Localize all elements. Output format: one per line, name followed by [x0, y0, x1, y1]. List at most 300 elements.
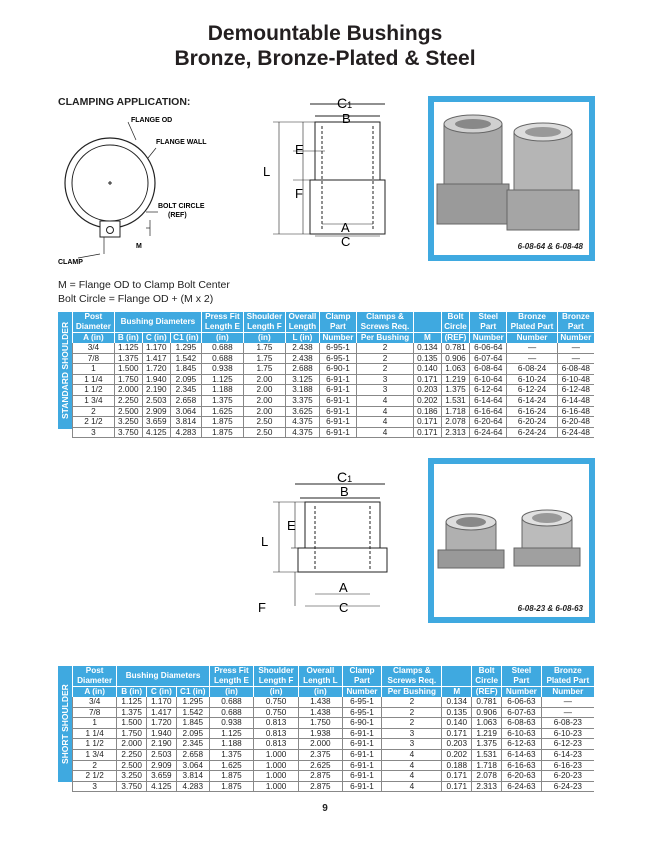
table-cell: 2.095 [170, 374, 201, 385]
photo-2-caption: 6-08-23 & 6-08-63 [517, 604, 583, 613]
table-cell: 2 [357, 343, 414, 353]
table-cell: 0.781 [441, 343, 469, 353]
table-cell: 6-90-1 [342, 718, 382, 729]
table-cell: 6-91-1 [342, 728, 382, 739]
table-cell: — [507, 343, 557, 353]
table-cell: 6-12-63 [502, 739, 542, 750]
table-cell: — [541, 697, 594, 707]
table-cell: 6-07-64 [470, 353, 507, 364]
table-row [73, 771, 595, 782]
table-row [73, 417, 595, 428]
table-cell: 6-95-1 [342, 697, 382, 707]
table-cell: 6-20-64 [470, 417, 507, 428]
table-cell: 4.375 [286, 427, 320, 438]
flange-wall-label-1: FLANGE WALL [156, 139, 207, 146]
table-cell: 3 [382, 728, 442, 739]
table-cell: 6-14-23 [541, 749, 594, 760]
table-cell: 3 [382, 739, 442, 750]
table-cell: 0.171 [413, 427, 441, 438]
table-cell: 0.188 [442, 760, 472, 771]
table-cell: 3 [357, 385, 414, 396]
table-cell: 2.688 [286, 364, 320, 375]
table-cell: 1.063 [472, 718, 502, 729]
table-cell: 6-14-24 [507, 395, 557, 406]
table-cell: 6-08-64 [470, 364, 507, 375]
table-cell: 6-24-24 [507, 427, 557, 438]
table-cell: 4 [382, 771, 442, 782]
dim-c1: C1 [337, 96, 353, 111]
table-cell: 2.000 [117, 739, 147, 750]
bushing-drawing-standard [255, 96, 395, 251]
table-cell: 1.845 [176, 718, 209, 729]
table-cell: 3 [73, 427, 115, 438]
table-cell: 4 [357, 417, 414, 428]
table-row [73, 406, 595, 417]
table-cell: 6-91-1 [342, 771, 382, 782]
table-cell: 0.171 [413, 417, 441, 428]
m-label: M [136, 243, 142, 250]
table-cell: 1.375 [472, 739, 502, 750]
table-cell: 1.000 [254, 771, 299, 782]
table-cell: 6-16-48 [557, 406, 594, 417]
table-cell: 2.00 [243, 395, 285, 406]
table-cell: 3 [73, 781, 117, 792]
table-cell: — [507, 353, 557, 364]
table-cell: 1.500 [114, 364, 142, 375]
table-cell: 1.75 [243, 343, 285, 353]
table-cell: 2.625 [298, 760, 342, 771]
table-cell: 1.75 [243, 353, 285, 364]
table-cell: 0.202 [442, 749, 472, 760]
table-cell: 6-08-24 [507, 364, 557, 375]
table-cell: 1.720 [147, 718, 177, 729]
table-cell: 3.814 [170, 417, 201, 428]
table-cell: 0.688 [209, 697, 253, 707]
table-cell: 0.203 [413, 385, 441, 396]
table-cell: 6-10-64 [470, 374, 507, 385]
table-cell: 2 1/2 [73, 771, 117, 782]
table-cell: 6-24-63 [502, 781, 542, 792]
table-cell: 6-91-1 [319, 417, 356, 428]
table-cell: 1 1/4 [73, 374, 115, 385]
table-cell: 1.375 [209, 749, 253, 760]
table-cell: 1.295 [170, 343, 201, 353]
table-cell: 3.625 [286, 406, 320, 417]
table-cell: 6-24-23 [541, 781, 594, 792]
table-cell: 6-95-1 [319, 343, 356, 353]
table-cell: 3.659 [147, 771, 177, 782]
table-cell: 6-10-24 [507, 374, 557, 385]
table-cell: 0.140 [413, 364, 441, 375]
table-cell: 7/8 [73, 353, 115, 364]
dim-a: A [341, 220, 350, 235]
table-cell: 0.171 [442, 781, 472, 792]
table-cell: 3.250 [117, 771, 147, 782]
clamp-label: CLAMP [58, 259, 83, 266]
table-cell: 0.135 [442, 707, 472, 718]
table-cell: 6-16-23 [541, 760, 594, 771]
table-cell: 6-08-63 [502, 718, 542, 729]
table-cell: 1.188 [202, 385, 244, 396]
table-cell: 2.909 [142, 406, 170, 417]
table-cell: 2.50 [243, 417, 285, 428]
standard-shoulder-table: Post Bushing Diameters Press Fit Shoulder Overall Clamp Clamps & Bolt Steel Bronze Bronze Diameter Length E Length F Length Part Screws Req. Circle Part Plated Part Part A (in) B (in) C (in) C1 (in) (in) (in) L (in) Number Per Bushing M (REF) Number Number Number 3/4 1.125 1.170 1.295 0.688 1.75 2.438 6-95-1 2 0.134 0.781 6-06-64 — — 7/8 1.375 1.417 1.542 0.688 1.75 2.438 6-95-1 2 0.135 0.906 6-07-64 — — 1 1.500 1.720 1.845 0.938 1.75 2.688 6-90-1 2 0.140 1.063 6-08-64 6-08-24 6-08-48 1 1/4 1.750 1.940 2.095 1.125 2.00 3.125 6-91-1 3 0.171 1.219 6-10-64 6-10-24 6-10-48 1 1/2 2.000 2.190 2.345 1.188 2.00 3.188 6-91-1 3 0.203 1.375 6-12-64 6-12-24 6-12-48 1 3/4 2.250 2.503 2.658 1.375 2.00 3.375 6-91-1 4 0.202 1.531 6-14-64 6-14-24 6-14-48 2 2.500 2.909 3.064 1.625 2.00 3.625 6-91-1 4 0.186 1.718 6-16-64 6-16-24 6-16-48 2 1/2 3.250 3.659 3.814 1.875 2.50 4.375 6-91-1 4 0.171 2.078 6-20-64 6-20-24 6-20-48 3 3.750 4.125 4.283 1.875 2.50 4.375 6-91-1 4 0.171 2.313 6-24-64 6-24-24 6-24-48 [72, 312, 594, 438]
table-cell: 1.375 [114, 353, 142, 364]
table-cell: 3 [357, 374, 414, 385]
table-cell: 0.781 [472, 697, 502, 707]
table-cell: 2.313 [472, 781, 502, 792]
table-cell: 6-10-63 [502, 728, 542, 739]
table-cell: 2.00 [243, 406, 285, 417]
table-cell: 2.50 [243, 427, 285, 438]
table-cell: 6-20-23 [541, 771, 594, 782]
table-cell: 1.000 [254, 760, 299, 771]
table-cell: 2.658 [176, 749, 209, 760]
dim-c1-2: C1 [337, 469, 353, 485]
table-cell: 0.938 [209, 718, 253, 729]
table-cell: 4 [382, 781, 442, 792]
table-cell: 0.750 [254, 697, 299, 707]
table-cell: 1 3/4 [73, 395, 115, 406]
table-cell: 1.531 [441, 395, 469, 406]
table-cell: 3.659 [142, 417, 170, 428]
table-cell: 2.909 [147, 760, 177, 771]
table-cell: 2.190 [147, 739, 177, 750]
table-cell: 6-95-1 [342, 707, 382, 718]
table-cell: 0.813 [254, 718, 299, 729]
bushing-photo-image [434, 102, 589, 237]
table-cell: 1 3/4 [73, 749, 117, 760]
short-shoulder-table: Post Bushing Diameters Press Fit Shoulder Overall Clamp Clamps & Bolt Steel Bronze Diameter Length E Length F Length L Part Screws Req. Circle Part Plated Part A (in) B (in) C (in) C1 (in) (in) (in) (in) Number Per Bushing M (REF) Number Number 3/4 1.125 1.170 1.295 0.688 0.750 1.438 6-95-1 2 0.134 0.781 6-06-63 — 7/8 1.375 1.417 1.542 0.688 0.750 1.438 6-95-1 2 0.135 0.906 6-07-63 — 1 1.500 1.720 1.845 0.938 0.813 1.750 6-90-1 2 0.140 1.063 6-08-63 6-08-23 1 1/4 1.750 1.940 2.095 1.125 0.813 1.938 6-91-1 3 0.171 1.219 6-10-63 6-10-23 1 1/2 2.000 2.190 2.345 1.188 0.813 2.000 6-91-1 3 0.203 1.375 6-12-63 6-12-23 1 3/4 2.250 2.503 2.658 1.375 1.000 2.375 6-91-1 4 0.202 1.531 6-14-63 6-14-23 2 2.500 2.909 3.064 1.625 1.000 2.625 6-91-1 4 0.188 1.718 6-16-63 6-16-23 2 1/2 3.250 3.659 3.814 1.875 1.000 2.875 6-91-1 4 0.171 2.078 6-20-63 6-20-23 3 3.750 4.125 4.283 1.875 1.000 2.875 6-91-1 4 0.171 2.313 6-24-63 6-24-23 [72, 666, 594, 792]
table-cell: 0.202 [413, 395, 441, 406]
table-cell: 3.375 [286, 395, 320, 406]
table-cell: 0.938 [202, 364, 244, 375]
table-cell: 1.531 [472, 749, 502, 760]
table-cell: 0.134 [413, 343, 441, 353]
table-row [73, 707, 595, 718]
table-cell: 6-10-48 [557, 374, 594, 385]
dim-e: E [295, 142, 304, 157]
table-cell: 1 1/4 [73, 728, 117, 739]
table-cell: 1.295 [176, 697, 209, 707]
table-cell: 6-10-23 [541, 728, 594, 739]
table-cell: 1.219 [472, 728, 502, 739]
photo-1-caption: 6-08-64 & 6-08-48 [517, 242, 583, 251]
table-cell: 3.064 [170, 406, 201, 417]
table-cell: 1.125 [117, 697, 147, 707]
table-cell: 6-91-1 [319, 385, 356, 396]
table-row [73, 364, 595, 375]
page-subtitle: Bronze, Bronze-Plated & Steel [174, 47, 476, 70]
table-row [73, 343, 595, 353]
table-cell: 3/4 [73, 343, 115, 353]
table-cell: 2.875 [298, 781, 342, 792]
dim-b: B [342, 111, 351, 126]
table-cell: — [557, 353, 594, 364]
table-cell: 2 [357, 353, 414, 364]
bolt-circle-label: BOLT CIRCLE [158, 203, 205, 210]
short-shoulder-label: SHORT SHOULDER [58, 666, 72, 782]
table-cell: 1.417 [147, 707, 177, 718]
table-cell: 0.171 [442, 771, 472, 782]
table-row [73, 395, 595, 406]
table-cell: 1.219 [441, 374, 469, 385]
table-cell: 0.688 [202, 343, 244, 353]
dim-f: F [295, 186, 303, 201]
table-cell: 6-07-63 [502, 707, 542, 718]
table-cell: 0.750 [254, 707, 299, 718]
table-cell: 6-16-64 [470, 406, 507, 417]
table-cell: 4 [382, 760, 442, 771]
table-cell: 4 [357, 406, 414, 417]
clamping-diagram [58, 108, 228, 278]
table-cell: 3.064 [176, 760, 209, 771]
table-cell: 2.875 [298, 771, 342, 782]
table-cell: 2.345 [170, 385, 201, 396]
table-cell: 1.188 [209, 739, 253, 750]
table-cell: 1.170 [147, 697, 177, 707]
table-cell: 6-12-23 [541, 739, 594, 750]
table-cell: 0.813 [254, 728, 299, 739]
table-cell: 1.063 [441, 364, 469, 375]
table-cell: 6-06-63 [502, 697, 542, 707]
standard-shoulder-label: STANDARD SHOULDER [58, 312, 72, 429]
dim-b-2: B [340, 484, 349, 499]
table-cell: 1.625 [209, 760, 253, 771]
table-cell: 1 1/2 [73, 385, 115, 396]
table-cell: 2.438 [286, 343, 320, 353]
table-cell: 6-24-64 [470, 427, 507, 438]
table-cell: 6-14-63 [502, 749, 542, 760]
table-cell: 1.375 [441, 385, 469, 396]
table-cell: 3.750 [114, 427, 142, 438]
table-cell: 2.095 [176, 728, 209, 739]
table-cell: 1.417 [142, 353, 170, 364]
table-cell: 1 1/2 [73, 739, 117, 750]
table-cell: 2 [382, 707, 442, 718]
table-cell: 1.718 [472, 760, 502, 771]
table-cell: 6-91-1 [319, 374, 356, 385]
table-cell: 1 [73, 718, 117, 729]
table-cell: 1.500 [117, 718, 147, 729]
table-cell: 0.203 [442, 739, 472, 750]
table-cell: 6-12-24 [507, 385, 557, 396]
table-cell: 1.845 [170, 364, 201, 375]
table-row [73, 718, 595, 729]
table-cell: 2.503 [147, 749, 177, 760]
table-cell: 4.283 [176, 781, 209, 792]
table-cell: 2.313 [441, 427, 469, 438]
table-cell: 1.625 [202, 406, 244, 417]
table-cell: 2.658 [170, 395, 201, 406]
table-cell: 3/4 [73, 697, 117, 707]
table-cell: 6-91-1 [342, 760, 382, 771]
table-cell: 2.250 [114, 395, 142, 406]
table-cell: 2.00 [243, 374, 285, 385]
note-bolt-circle: Bolt Circle = Flange OD + (M x 2) [58, 293, 214, 305]
table-cell: 6-95-1 [319, 353, 356, 364]
table-cell: 0.171 [442, 728, 472, 739]
table-cell: 1.750 [117, 728, 147, 739]
table-cell: 1.125 [209, 728, 253, 739]
table-cell: 0.813 [254, 739, 299, 750]
table-cell: 6-91-1 [342, 781, 382, 792]
table-cell: 2 [382, 718, 442, 729]
table-cell: 1.542 [176, 707, 209, 718]
table-cell: 6-91-1 [342, 739, 382, 750]
clamping-heading: CLAMPING APPLICATION: [58, 96, 191, 108]
table-row [73, 697, 595, 707]
page-number: 9 [322, 803, 328, 814]
table-cell: 6-20-48 [557, 417, 594, 428]
table-cell: 1.718 [441, 406, 469, 417]
table-cell: 1 [73, 364, 115, 375]
table-cell: 4.125 [147, 781, 177, 792]
table-cell: 6-91-1 [319, 427, 356, 438]
table-cell: 1.875 [202, 427, 244, 438]
table-cell: 6-91-1 [342, 749, 382, 760]
table-row [73, 353, 595, 364]
table-cell: 2.000 [114, 385, 142, 396]
table-cell: 6-90-1 [319, 364, 356, 375]
bushing-photo-image-2 [434, 464, 589, 599]
table-cell: 0.171 [413, 374, 441, 385]
table-cell: 6-06-64 [470, 343, 507, 353]
table-cell: 6-91-1 [319, 406, 356, 417]
table-cell: 1.75 [243, 364, 285, 375]
table-cell: 2.078 [441, 417, 469, 428]
table-cell: 2.500 [117, 760, 147, 771]
table-cell: 7/8 [73, 707, 117, 718]
table-cell: 6-12-64 [470, 385, 507, 396]
table-cell: 3.250 [114, 417, 142, 428]
table-cell: 1.170 [142, 343, 170, 353]
table-cell: 1.125 [202, 374, 244, 385]
bushing-drawing-short [255, 466, 405, 616]
table-cell: 2 1/2 [73, 417, 115, 428]
product-photo-2 [428, 458, 595, 623]
table-row [73, 385, 595, 396]
table-cell: 2.503 [142, 395, 170, 406]
table-cell: 2.375 [298, 749, 342, 760]
table-row [73, 739, 595, 750]
table-row [73, 728, 595, 739]
table-cell: 0.135 [413, 353, 441, 364]
dim-e-2: E [287, 518, 296, 533]
table-cell: 3.750 [117, 781, 147, 792]
table-cell: 6-12-48 [557, 385, 594, 396]
table-cell: 2 [382, 697, 442, 707]
dim-a-2: A [339, 580, 348, 595]
table-cell: 0.906 [472, 707, 502, 718]
table-cell: 1.750 [298, 718, 342, 729]
table-cell: 0.688 [209, 707, 253, 718]
note-m: M = Flange OD to Clamp Bolt Center [58, 279, 230, 291]
table-row [73, 374, 595, 385]
table-cell: 3.814 [176, 771, 209, 782]
table-cell: 4.125 [142, 427, 170, 438]
table-cell: 6-16-63 [502, 760, 542, 771]
table-cell: 1.940 [142, 374, 170, 385]
table-row [73, 781, 595, 792]
table-cell: 1.375 [202, 395, 244, 406]
table-cell: 2.190 [142, 385, 170, 396]
dim-l-2: L [261, 534, 269, 549]
table-cell: 2 [357, 364, 414, 375]
dim-c-2: C [339, 600, 349, 615]
table-cell: 1.438 [298, 707, 342, 718]
table-cell: 6-14-64 [470, 395, 507, 406]
table-cell: 0.140 [442, 718, 472, 729]
table-cell: 2.000 [298, 739, 342, 750]
table-cell: 4 [357, 427, 414, 438]
table-cell: 1.875 [209, 771, 253, 782]
ref-label: (REF) [168, 212, 187, 219]
table-cell: 3.188 [286, 385, 320, 396]
table-cell: 1.940 [147, 728, 177, 739]
table-cell: — [541, 707, 594, 718]
table-cell: 1.938 [298, 728, 342, 739]
table-cell: 4.375 [286, 417, 320, 428]
table-cell: 1.542 [170, 353, 201, 364]
table-row [73, 760, 595, 771]
table-cell: 1.000 [254, 781, 299, 792]
table-cell: — [557, 343, 594, 353]
table-cell: 6-08-48 [557, 364, 594, 375]
table-cell: 2.438 [286, 353, 320, 364]
table-cell: 6-91-1 [319, 395, 356, 406]
table-cell: 6-08-23 [541, 718, 594, 729]
table-cell: 0.186 [413, 406, 441, 417]
table-cell: 4 [382, 749, 442, 760]
table-cell: 2.250 [117, 749, 147, 760]
page-title: Demountable Bushings [207, 22, 443, 45]
flange-od-label: FLANGE OD [131, 117, 173, 124]
table-cell: 6-24-48 [557, 427, 594, 438]
table-cell: 6-14-48 [557, 395, 594, 406]
table-cell: 2.00 [243, 385, 285, 396]
table-cell: 0.134 [442, 697, 472, 707]
dim-c: C [341, 234, 351, 249]
table-cell: 6-16-24 [507, 406, 557, 417]
table-cell: 1.125 [114, 343, 142, 353]
product-photo-1 [428, 96, 595, 261]
table-cell: 6-20-24 [507, 417, 557, 428]
table-cell: 0.906 [441, 353, 469, 364]
table-cell: 1.720 [142, 364, 170, 375]
table-row [73, 749, 595, 760]
table-cell: 2.078 [472, 771, 502, 782]
table-cell: 1.000 [254, 749, 299, 760]
table-cell: 2 [73, 760, 117, 771]
table-cell: 1.375 [117, 707, 147, 718]
table-cell: 6-20-63 [502, 771, 542, 782]
table-cell: 1.875 [209, 781, 253, 792]
table-cell: 4 [357, 395, 414, 406]
table-cell: 1.875 [202, 417, 244, 428]
dim-l: L [263, 164, 271, 179]
table-cell: 1.750 [114, 374, 142, 385]
table-cell: 4.283 [170, 427, 201, 438]
table-cell: 2.500 [114, 406, 142, 417]
table-cell: 2 [73, 406, 115, 417]
table-cell: 3.125 [286, 374, 320, 385]
table-row [73, 427, 595, 438]
table-cell: 2.345 [176, 739, 209, 750]
table-cell: 0.688 [202, 353, 244, 364]
dim-f-2: F [258, 600, 266, 615]
table-cell: 1.438 [298, 697, 342, 707]
